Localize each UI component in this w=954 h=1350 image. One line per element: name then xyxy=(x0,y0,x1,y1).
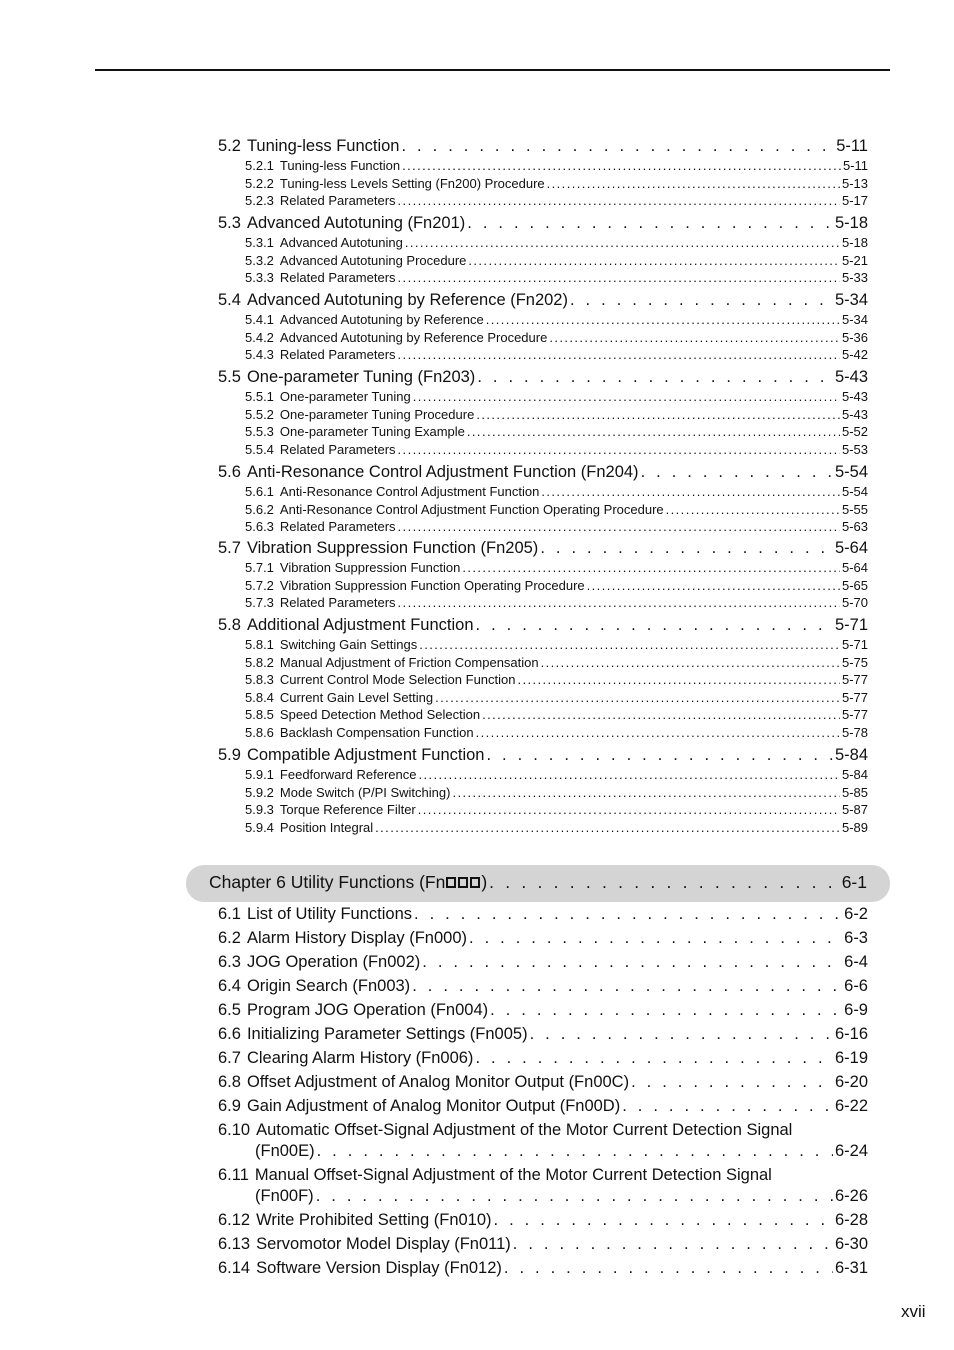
dot-leader xyxy=(412,977,842,996)
entry-title: Write Prohibited Setting (Fn010) xyxy=(256,1211,492,1229)
entry-page: 5-55 xyxy=(841,501,868,517)
entry-number: 6.6 xyxy=(218,1025,241,1043)
entry-title: Alarm History Display (Fn000) xyxy=(246,929,467,947)
entry-title: Software Version Display (Fn012) xyxy=(256,1259,502,1277)
dot-leader xyxy=(405,235,840,250)
entry-page: 6-6 xyxy=(844,977,868,995)
toc-section-entry[interactable] xyxy=(218,539,868,558)
entry-title: Compatible Adjustment Function xyxy=(246,746,485,764)
entry-page: 5-75 xyxy=(841,654,868,670)
entry-number: 5.4.3 xyxy=(245,347,274,363)
dot-leader xyxy=(422,953,842,972)
toc-subsection-entry[interactable] xyxy=(245,672,868,687)
toc-section-entry[interactable] xyxy=(218,746,868,765)
dot-leader xyxy=(414,905,842,924)
entry-title: Clearing Alarm History (Fn006) xyxy=(246,1049,474,1067)
toc-subsection-entry[interactable] xyxy=(245,707,868,722)
entry-title: Offset Adjustment of Analog Monitor Output (Fn00C) xyxy=(246,1073,630,1091)
entry-title: Anti-Resonance Control Adjustment Function Operating Procedure xyxy=(279,501,664,517)
entry-page: 5-70 xyxy=(841,595,868,611)
toc-subsection-entry[interactable] xyxy=(245,519,868,534)
entry-page: 5-78 xyxy=(841,725,868,740)
entry-title: Tuning-less Levels Setting (Fn200) Procedure xyxy=(279,175,545,191)
entry-title: Anti-Resonance Control Adjustment Function (Fn204) xyxy=(246,463,639,481)
toc-subsection-entry[interactable] xyxy=(245,312,868,327)
entry-number: 5.5.1 xyxy=(245,389,274,404)
dot-leader xyxy=(476,616,833,635)
dot-leader xyxy=(398,193,840,208)
page-number: xvii xyxy=(901,1302,926,1321)
entry-page: 5-43 xyxy=(841,389,868,404)
toc-subsection-entry[interactable] xyxy=(245,193,868,208)
toc-subsection-entry[interactable] xyxy=(245,407,868,422)
toc-section-entry[interactable] xyxy=(218,137,868,156)
entry-number: 5.2.3 xyxy=(245,193,274,209)
entry-number: 5.9 xyxy=(218,746,241,764)
chapter-6-entry[interactable] xyxy=(209,872,867,893)
entry-page: 5-21 xyxy=(841,252,868,268)
entry-title: Initializing Parameter Settings (Fn005) xyxy=(246,1025,528,1043)
entry-number: 6.4 xyxy=(218,977,241,995)
entry-title: Current Gain Level Setting xyxy=(279,689,434,705)
entry-number: 5.4.2 xyxy=(245,329,274,345)
entry-title: Current Control Mode Selection Function xyxy=(279,672,516,688)
dot-leader xyxy=(467,214,833,233)
entry-page: 5-52 xyxy=(841,424,868,440)
toc-subsection-entry[interactable] xyxy=(245,484,868,499)
toc-section-entry[interactable] xyxy=(218,1001,868,1020)
entry-title: Program JOG Operation (Fn004) xyxy=(246,1001,489,1019)
entry-number: 5.7 xyxy=(218,539,241,557)
entry-number: 5.3 xyxy=(218,214,241,232)
entry-title: Manual Adjustment of Friction Compensation xyxy=(279,654,539,670)
entry-page: 6-4 xyxy=(844,953,868,971)
entry-title: One-parameter Tuning Example xyxy=(279,424,465,440)
dot-leader xyxy=(641,463,833,482)
toc-section-entry[interactable] xyxy=(218,1211,868,1230)
entry-title: Related Parameters xyxy=(279,441,396,457)
entry-title: Advanced Autotuning xyxy=(279,235,403,250)
dot-leader xyxy=(467,424,840,439)
toc-section-entry[interactable] xyxy=(218,1142,868,1161)
entry-number: 5.8.1 xyxy=(245,637,274,652)
toc-subsection-entry[interactable] xyxy=(245,424,868,439)
dot-leader xyxy=(570,291,833,310)
entry-title: List of Utility Functions xyxy=(246,905,412,923)
entry-page: 5-65 xyxy=(841,577,868,593)
entry-page: 5-64 xyxy=(834,539,868,557)
dot-leader xyxy=(490,1001,842,1020)
toc-section-entry[interactable] xyxy=(218,1049,868,1068)
toc-subsection-entry[interactable] xyxy=(245,767,868,782)
entry-page: 5-17 xyxy=(841,193,868,209)
entry-number: 5.3.1 xyxy=(245,235,274,250)
toc-section-entry[interactable] xyxy=(218,214,868,233)
entry-number: 6.3 xyxy=(218,953,241,971)
entry-page: 6-26 xyxy=(834,1187,868,1205)
entry-title: Backlash Compensation Function xyxy=(279,725,474,740)
toc-section-entry[interactable] xyxy=(218,1166,772,1185)
dot-leader xyxy=(419,767,840,782)
dot-leader xyxy=(486,312,840,327)
dot-leader xyxy=(504,1259,833,1278)
entry-page: 5-77 xyxy=(841,672,868,688)
entry-title: Servomotor Model Display (Fn011) xyxy=(256,1235,511,1253)
entry-number: 5.7.3 xyxy=(245,595,274,611)
toc-subsection-entry[interactable] xyxy=(245,725,868,740)
dot-leader xyxy=(469,929,842,948)
entry-title: Anti-Resonance Control Adjustment Function xyxy=(279,484,540,499)
entry-page: 5-54 xyxy=(834,463,868,481)
entry-number: 6.12 xyxy=(218,1211,251,1229)
entry-number: 5.8.5 xyxy=(245,707,274,723)
entry-title: Tuning-less Function xyxy=(246,137,400,155)
entry-number: 6.14 xyxy=(218,1259,251,1277)
dot-leader xyxy=(541,655,840,670)
toc-section-entry[interactable] xyxy=(218,905,868,924)
dot-leader xyxy=(418,802,840,817)
toc-section-entry[interactable] xyxy=(218,1187,868,1206)
entry-page: 5-42 xyxy=(841,347,868,363)
entry-number: 6.9 xyxy=(218,1097,241,1115)
entry-page: 5-87 xyxy=(841,802,868,818)
dot-leader xyxy=(666,502,840,517)
entry-number: 5.5.4 xyxy=(245,441,274,457)
entry-title: Position Integral xyxy=(279,819,374,835)
entry-page: 5-36 xyxy=(841,329,868,345)
dot-leader xyxy=(452,785,840,800)
toc-section-entry[interactable] xyxy=(218,368,868,387)
entry-number: 5.9.2 xyxy=(245,784,274,800)
entry-page: 5-71 xyxy=(841,637,868,652)
toc-section-entry[interactable] xyxy=(218,1073,868,1092)
placeholder-boxes-icon xyxy=(446,877,480,888)
entry-page: 5-43 xyxy=(834,368,868,386)
toc-subsection-entry[interactable] xyxy=(245,235,868,250)
toc-section-entry[interactable] xyxy=(218,1121,792,1140)
toc-subsection-entry[interactable] xyxy=(245,595,868,610)
dot-leader xyxy=(477,368,833,387)
entry-number: 6.11 xyxy=(218,1166,249,1184)
entry-title: JOG Operation (Fn002) xyxy=(246,953,421,971)
entry-number: 6.8 xyxy=(218,1073,241,1091)
entry-number: 5.8 xyxy=(218,616,241,634)
entry-page: 5-11 xyxy=(836,137,868,155)
entry-title: Related Parameters xyxy=(279,193,396,209)
dot-leader xyxy=(435,690,840,705)
dot-leader xyxy=(401,137,834,156)
entry-number: 5.6.3 xyxy=(245,519,274,535)
entry-title: Advanced Autotuning by Reference xyxy=(279,312,484,327)
entry-title: Tuning-less Function xyxy=(279,158,401,173)
entry-title: Vibration Suppression Function Operating Procedure xyxy=(279,577,585,593)
entry-title: One-parameter Tuning xyxy=(279,389,411,404)
dot-leader xyxy=(317,1142,833,1161)
entry-number: 5.2 xyxy=(218,137,241,155)
entry-number: 5.3.2 xyxy=(245,252,274,268)
entry-title: Advanced Autotuning (Fn201) xyxy=(246,214,466,232)
entry-title: Related Parameters xyxy=(279,519,396,535)
entry-page: 5-53 xyxy=(841,441,868,457)
dot-leader xyxy=(476,407,840,422)
entry-title: Feedforward Reference xyxy=(279,767,417,782)
entry-title: Additional Adjustment Function xyxy=(246,616,474,634)
dot-leader xyxy=(316,1187,833,1206)
entry-page: 6-16 xyxy=(834,1025,868,1043)
entry-number: 6.1 xyxy=(218,905,241,923)
entry-title: Advanced Autotuning by Reference Procedure xyxy=(279,329,548,345)
entry-page: 5-33 xyxy=(841,270,868,286)
entry-page: 5-18 xyxy=(834,214,868,232)
entry-page: 5-34 xyxy=(834,291,868,309)
toc-section-entry[interactable] xyxy=(218,953,868,972)
entry-page: 5-85 xyxy=(841,784,868,800)
entry-number: 5.8.3 xyxy=(245,672,274,688)
entry-title: (Fn00E) xyxy=(255,1142,315,1160)
toc-subsection-entry[interactable] xyxy=(245,389,868,404)
toc-section-entry[interactable] xyxy=(218,929,868,948)
entry-page: 5-77 xyxy=(841,689,868,705)
entry-title: Advanced Autotuning Procedure xyxy=(279,252,467,268)
entry-page: 5-18 xyxy=(841,235,868,250)
dot-leader xyxy=(476,725,840,740)
entry-page: 5-63 xyxy=(841,519,868,535)
entry-page: 6-2 xyxy=(844,905,868,923)
entry-page: 5-84 xyxy=(841,767,868,782)
dot-leader xyxy=(398,519,840,534)
entry-number: 5.6 xyxy=(218,463,241,481)
entry-page: 5-34 xyxy=(841,312,868,327)
toc-section-entry[interactable] xyxy=(218,1259,868,1278)
entry-title: Manual Offset-Signal Adjustment of the Motor Current Detection Signal xyxy=(254,1166,772,1184)
toc-section-entry[interactable] xyxy=(218,463,868,482)
dot-leader xyxy=(398,595,840,610)
dot-leader xyxy=(413,389,840,404)
dot-leader xyxy=(462,560,840,575)
dot-leader xyxy=(622,1097,833,1116)
chapter-label-suffix: ) xyxy=(481,872,488,892)
dot-leader xyxy=(547,176,840,191)
entry-title: Vibration Suppression Function (Fn205) xyxy=(246,539,539,557)
entry-page: 6-22 xyxy=(834,1097,868,1115)
entry-page: 5-64 xyxy=(841,560,868,575)
toc-section-entry[interactable] xyxy=(218,1235,868,1254)
entry-page: 5-11 xyxy=(842,158,868,173)
toc-subsection-entry[interactable] xyxy=(245,330,868,345)
entry-page: 6-20 xyxy=(834,1073,868,1091)
entry-number: 5.6.2 xyxy=(245,501,274,517)
dot-leader xyxy=(530,1025,833,1044)
toc-subsection-entry[interactable] xyxy=(245,820,868,835)
entry-title: Torque Reference Filter xyxy=(279,802,416,818)
entry-title: One-parameter Tuning Procedure xyxy=(279,406,475,422)
entry-number: 5.9.1 xyxy=(245,767,274,782)
entry-title: Related Parameters xyxy=(279,270,396,286)
entry-page: 6-31 xyxy=(834,1259,868,1277)
dot-leader xyxy=(402,158,841,173)
header-rule xyxy=(95,69,890,71)
toc-subsection-entry[interactable] xyxy=(245,253,868,268)
toc-section-entry[interactable] xyxy=(218,291,868,310)
entry-page: 6-19 xyxy=(834,1049,868,1067)
entry-page: 5-84 xyxy=(834,746,868,764)
entry-number: 5.8.6 xyxy=(245,725,274,740)
toc-section-entry[interactable] xyxy=(218,1097,868,1116)
dot-leader xyxy=(468,253,840,268)
entry-page: 5-54 xyxy=(841,484,868,499)
entry-number: 6.5 xyxy=(218,1001,241,1019)
chapter-label: Chapter 6 Utility Functions (Fn xyxy=(209,872,446,892)
entry-page: 5-77 xyxy=(841,707,868,723)
dot-leader xyxy=(494,1211,833,1230)
dot-leader xyxy=(475,1049,833,1068)
entry-number: 5.3.3 xyxy=(245,270,274,286)
chapter-page: 6-1 xyxy=(841,872,867,892)
entry-title: Related Parameters xyxy=(279,595,396,611)
entry-number: 5.8.2 xyxy=(245,654,274,670)
entry-number: 5.8.4 xyxy=(245,689,274,705)
entry-number: 5.2.1 xyxy=(245,158,274,173)
entry-number: 5.2.2 xyxy=(245,175,274,191)
entry-page: 5-13 xyxy=(841,175,868,191)
toc-subsection-entry[interactable] xyxy=(245,176,868,191)
entry-title: Mode Switch (P/PI Switching) xyxy=(279,784,451,800)
dot-leader xyxy=(486,746,832,765)
dot-leader xyxy=(513,1235,833,1254)
entry-number: 5.5.3 xyxy=(245,424,274,440)
dot-leader xyxy=(398,347,840,362)
dot-leader xyxy=(419,637,840,652)
entry-number: 5.4.1 xyxy=(245,312,274,327)
entry-title: Gain Adjustment of Analog Monitor Output (Fn00D) xyxy=(246,1097,621,1115)
entry-number: 6.13 xyxy=(218,1235,251,1253)
toc-section-entry[interactable] xyxy=(218,977,868,996)
entry-page: 6-30 xyxy=(834,1235,868,1253)
entry-number: 5.7.1 xyxy=(245,560,274,575)
dot-leader xyxy=(398,442,840,457)
entry-number: 5.9.4 xyxy=(245,819,274,835)
entry-title: Vibration Suppression Function xyxy=(279,560,461,575)
toc-subsection-entry[interactable] xyxy=(245,347,868,362)
dot-leader xyxy=(631,1073,833,1092)
toc-subsection-entry[interactable] xyxy=(245,655,868,670)
dot-leader xyxy=(482,707,840,722)
entry-number: 5.6.1 xyxy=(245,484,274,499)
toc-subsection-entry[interactable] xyxy=(245,158,868,173)
toc-subsection-entry[interactable] xyxy=(245,785,868,800)
entry-title: Origin Search (Fn003) xyxy=(246,977,411,995)
entry-title: Advanced Autotuning by Reference (Fn202) xyxy=(246,291,568,309)
toc-subsection-entry[interactable] xyxy=(245,637,868,652)
dot-leader xyxy=(549,330,840,345)
dot-leader xyxy=(541,484,840,499)
entry-number: 6.2 xyxy=(218,929,241,947)
entry-number: 6.10 xyxy=(218,1121,251,1139)
entry-page: 5-71 xyxy=(834,616,868,634)
entry-title: One-parameter Tuning (Fn203) xyxy=(246,368,476,386)
entry-page: 5-89 xyxy=(841,819,868,835)
toc-subsection-entry[interactable] xyxy=(245,802,868,817)
toc-section-entry[interactable] xyxy=(218,1025,868,1044)
entry-page: 6-28 xyxy=(834,1211,868,1229)
entry-title: Related Parameters xyxy=(279,347,396,363)
dot-leader xyxy=(489,872,840,893)
dot-leader xyxy=(375,820,840,835)
dot-leader xyxy=(540,539,833,558)
toc-subsection-entry[interactable] xyxy=(245,442,868,457)
entry-title: Automatic Offset-Signal Adjustment of the Motor Current Detection Signal xyxy=(256,1121,793,1139)
toc-subsection-entry[interactable] xyxy=(245,502,868,517)
entry-number: 5.5 xyxy=(218,368,241,386)
toc-subsection-entry[interactable] xyxy=(245,690,868,705)
entry-number: 6.7 xyxy=(218,1049,241,1067)
entry-title: (Fn00F) xyxy=(255,1187,314,1205)
entry-title: Speed Detection Method Selection xyxy=(279,707,481,723)
toc-section-entry[interactable] xyxy=(218,616,868,635)
toc-subsection-entry[interactable] xyxy=(245,270,868,285)
entry-number: 5.7.2 xyxy=(245,577,274,593)
entry-page: 5-43 xyxy=(841,406,868,422)
entry-number: 5.4 xyxy=(218,291,241,309)
dot-leader xyxy=(517,672,839,687)
dot-leader xyxy=(398,270,840,285)
entry-page: 6-3 xyxy=(844,929,868,947)
entry-title: Switching Gain Settings xyxy=(279,637,418,652)
dot-leader xyxy=(587,578,840,593)
entry-number: 5.9.3 xyxy=(245,802,274,818)
entry-page: 6-24 xyxy=(834,1142,868,1160)
toc-subsection-entry[interactable] xyxy=(245,578,868,593)
entry-number: 5.5.2 xyxy=(245,406,274,422)
entry-page: 6-9 xyxy=(844,1001,868,1019)
toc-subsection-entry[interactable] xyxy=(245,560,868,575)
